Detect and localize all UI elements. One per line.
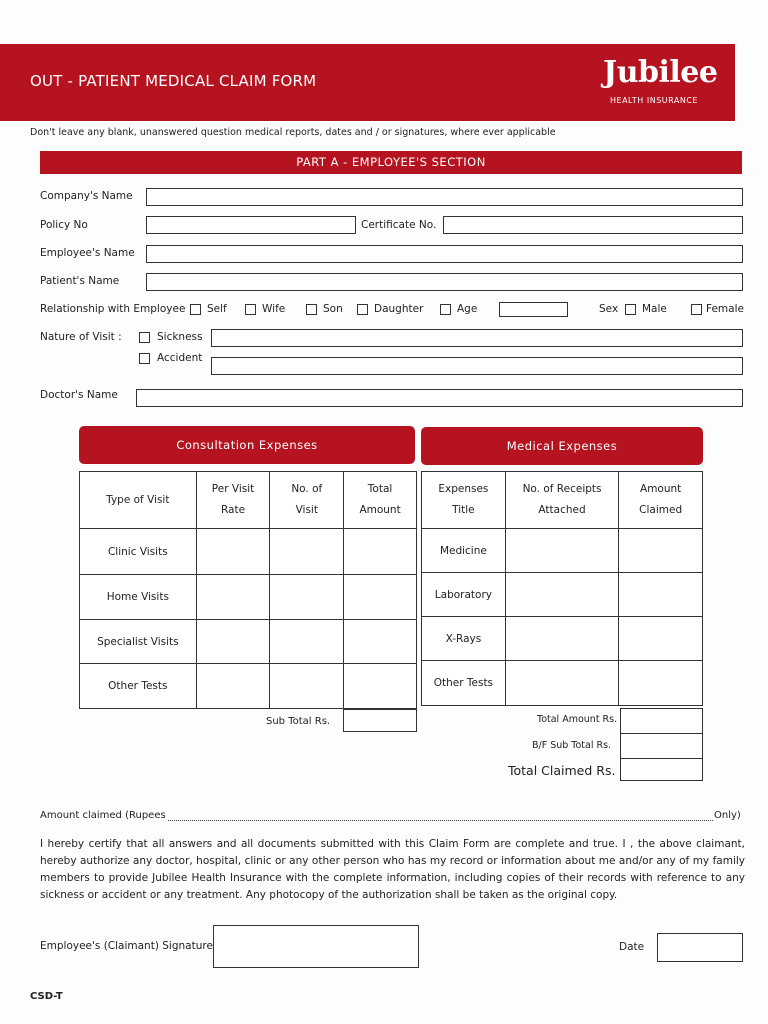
part-a-title: PART A - EMPLOYEE'S SECTION (40, 151, 742, 174)
employee-name-field[interactable] (146, 245, 743, 263)
sickness-field[interactable] (211, 329, 743, 347)
brand-logo: Jubilee (603, 55, 718, 90)
certificate-no-label: Certificate No. (361, 219, 437, 231)
row-label: X-Rays (422, 617, 506, 661)
table-row (80, 620, 417, 664)
employee-name-label: Employee's Name (40, 247, 135, 259)
cell-input[interactable] (196, 620, 270, 664)
row-label: Laboratory (422, 573, 506, 617)
cell-input[interactable] (619, 661, 703, 706)
self-checkbox[interactable] (190, 304, 201, 315)
cell-input[interactable] (270, 664, 344, 709)
patient-name-field[interactable] (146, 273, 743, 291)
amount-only-label: Only) (714, 810, 741, 821)
relationship-label: Relationship with Employee (40, 303, 186, 315)
form-code: CSD-T (30, 991, 63, 1002)
cell-input[interactable] (270, 529, 344, 575)
table-row (422, 617, 703, 661)
form-title: OUT - PATIENT MEDICAL CLAIM FORM (30, 72, 317, 90)
sub-total-label: Sub Total Rs. (266, 716, 331, 727)
cell-input[interactable] (619, 573, 703, 617)
consult-col-type: Type of Visit (80, 472, 197, 529)
cell-input[interactable] (505, 661, 619, 706)
cell-input[interactable] (344, 664, 417, 709)
age-field[interactable] (499, 302, 568, 317)
medical-expenses-header: Medical Expenses (421, 427, 703, 465)
female-label: Female (706, 303, 744, 315)
cell-input[interactable] (270, 620, 344, 664)
nature-of-visit-label: Nature of Visit : (40, 331, 122, 343)
total-claimed-label: Total Claimed Rs. (508, 763, 616, 778)
cell-input[interactable] (344, 620, 417, 664)
table-row (80, 529, 417, 575)
table-row (422, 661, 703, 706)
wife-label: Wife (262, 303, 286, 315)
total-claimed-field[interactable] (620, 758, 703, 781)
date-field[interactable] (657, 933, 743, 962)
table-row (422, 573, 703, 617)
table-row (80, 664, 417, 709)
age-checkbox[interactable] (440, 304, 451, 315)
medical-col-amount: Amount Claimed (619, 472, 703, 529)
cell-input[interactable] (196, 575, 270, 620)
accident-field[interactable] (211, 357, 743, 375)
total-amount-field[interactable] (620, 708, 703, 734)
cell-input[interactable] (505, 529, 619, 573)
consult-col-rate: Per Visit Rate (196, 472, 270, 529)
medical-col-title: Expenses Title (422, 472, 506, 529)
company-name-field[interactable] (146, 188, 743, 206)
total-amount-label: Total Amount Rs. (537, 714, 618, 725)
wife-checkbox[interactable] (245, 304, 256, 315)
patient-name-label: Patient's Name (40, 275, 120, 287)
accident-checkbox[interactable] (139, 353, 150, 364)
cell-input[interactable] (619, 617, 703, 661)
cell-input[interactable] (196, 529, 270, 575)
certificate-no-field[interactable] (443, 216, 743, 234)
row-label: Medicine (422, 529, 506, 573)
female-checkbox[interactable] (691, 304, 702, 315)
instruction-text: Don't leave any blank, unanswered question medical reports, dates and / or signatures, where ever applicable (30, 127, 556, 138)
consult-col-total: Total Amount (344, 472, 417, 529)
cell-input[interactable] (344, 529, 417, 575)
cell-input[interactable] (344, 575, 417, 620)
brand-subtitle: HEALTH INSURANCE (610, 96, 698, 105)
male-label: Male (642, 303, 667, 315)
consult-col-visits: No. of Visit (270, 472, 344, 529)
row-label: Home Visits (80, 575, 197, 620)
sub-total-field[interactable] (343, 709, 417, 732)
sickness-label: Sickness (157, 331, 203, 343)
row-label: Clinic Visits (80, 529, 197, 575)
amount-claimed-label: Amount claimed (Rupees (40, 810, 166, 821)
age-label: Age (457, 303, 478, 315)
table-row (422, 529, 703, 573)
doctor-name-field[interactable] (136, 389, 743, 407)
daughter-checkbox[interactable] (357, 304, 368, 315)
sickness-checkbox[interactable] (139, 332, 150, 343)
signature-box[interactable] (213, 925, 419, 968)
cell-input[interactable] (196, 664, 270, 709)
policy-no-label: Policy No (40, 219, 88, 231)
medical-table (421, 471, 703, 706)
amount-claimed-line[interactable] (168, 820, 713, 821)
consultation-table (79, 471, 417, 709)
cell-input[interactable] (619, 529, 703, 573)
cell-input[interactable] (270, 575, 344, 620)
row-label: Other Tests (422, 661, 506, 706)
accident-label: Accident (157, 352, 203, 364)
signature-label: Employee's (Claimant) Signature (40, 940, 213, 952)
table-row (80, 575, 417, 620)
bf-sub-total-field[interactable] (620, 733, 703, 759)
policy-no-field[interactable] (146, 216, 356, 234)
row-label: Other Tests (80, 664, 197, 709)
son-label: Son (323, 303, 343, 315)
consultation-expenses-header: Consultation Expenses (79, 426, 415, 464)
self-label: Self (207, 303, 227, 315)
bf-sub-total-label: B/F Sub Total Rs. (532, 740, 612, 751)
company-name-label: Company's Name (40, 190, 133, 202)
daughter-label: Daughter (374, 303, 424, 315)
row-label: Specialist Visits (80, 620, 197, 664)
certification-text: I hereby certify that all answers and all documents submitted with this Claim Form are complete and true. I , the above claimant, hereby authorize any doctor, hospital, clinic or any other person who has my record or information about me and/or any of my family members to provide Jubilee Health Insurance with the complete information, including copies of their records with reference to any sickness or accident or any treatment. Any photocopy of the authorization shall be taken as the original copy. (40, 838, 745, 901)
doctor-name-label: Doctor's Name (40, 389, 118, 401)
medical-col-receipts: No. of Receipts Attached (505, 472, 619, 529)
sex-label: Sex (599, 303, 619, 315)
son-checkbox[interactable] (306, 304, 317, 315)
cell-input[interactable] (505, 617, 619, 661)
male-checkbox[interactable] (625, 304, 636, 315)
cell-input[interactable] (505, 573, 619, 617)
date-label: Date (619, 941, 645, 953)
